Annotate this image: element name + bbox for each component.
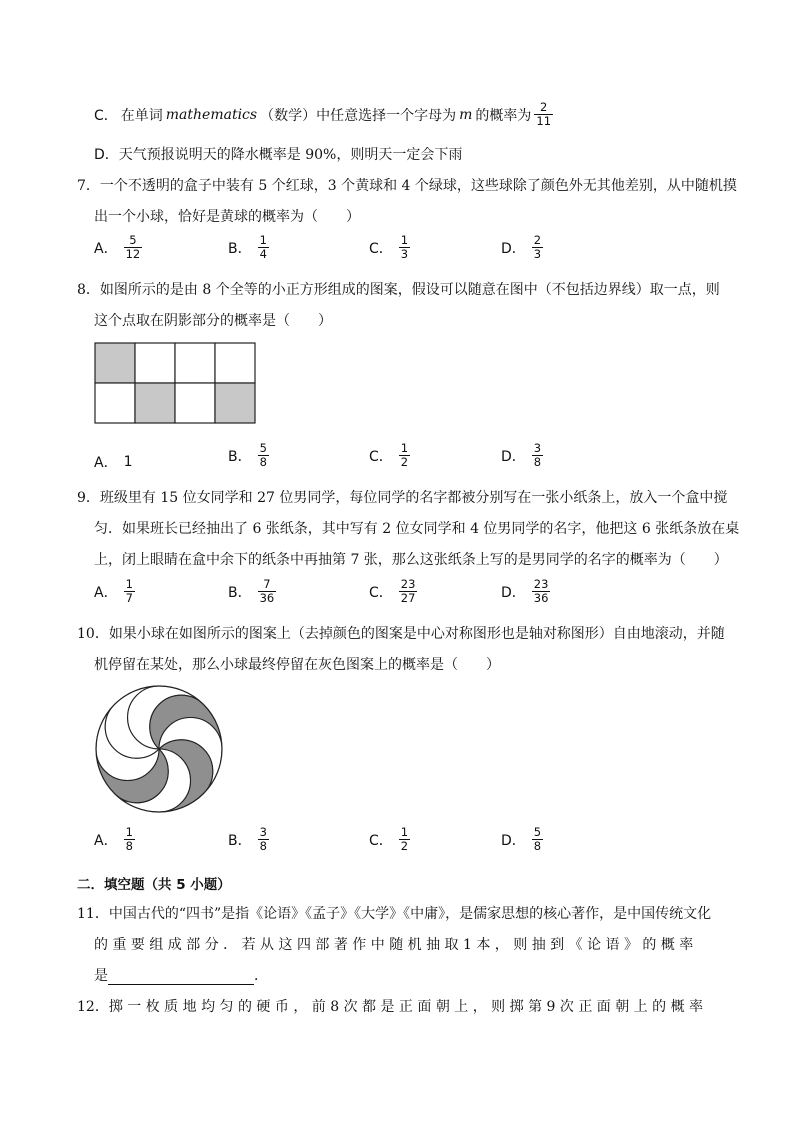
fraction-denominator: 4 [259, 247, 267, 262]
fraction-numerator: 5 [259, 441, 267, 455]
q11-stem-line1: 11．中国古代的“四书”是指《论语》《孟子》《大学》《中庸》，是儒家思想的核心著作，是中国传统文化 [77, 906, 712, 922]
option-value: 1 [123, 454, 133, 470]
option-label: D． [501, 448, 526, 465]
option-label: A． [94, 240, 118, 257]
q6-option-d-text: 天气预报说明天的降水概率是 90%，则明天一定会下雨 [118, 147, 463, 163]
option-label: D． [501, 584, 526, 601]
fraction-denominator: 36 [533, 591, 549, 606]
fraction-denominator: 36 [259, 591, 275, 606]
option-fraction [258, 826, 269, 853]
q7-option-a[interactable] [94, 234, 142, 261]
q10-option-b[interactable] [228, 826, 269, 853]
fraction-numerator: 1 [259, 233, 267, 247]
fraction-denominator: 8 [259, 839, 267, 854]
q11-answer-blank[interactable] [108, 970, 254, 985]
q7-stem-line1: 7．一个不透明的盒子中装有 5 个红球，3 个黄球和 4 个绿球，这些球除了颜色外无其他差别，从中随机摸 [77, 178, 737, 194]
fraction-numerator: 7 [258, 578, 277, 592]
option-fraction [124, 234, 143, 261]
fraction-numerator: 23 [400, 577, 416, 591]
option-label: B． [228, 584, 252, 601]
option-fraction [258, 442, 269, 469]
fraction-numerator: 1 [400, 825, 409, 839]
fraction-denominator: 8 [259, 455, 267, 470]
q8-grid-figure [94, 342, 258, 426]
option-fraction [124, 826, 135, 853]
option-fraction [532, 442, 543, 469]
option-fraction [532, 826, 543, 853]
q8-stem-line1: 8．如图所示的是由 8 个全等的小正方形组成的图案，假设可以随意在图中（不包括边界线）取一点，则 [77, 282, 720, 298]
option-label: D． [501, 832, 526, 849]
section-heading-fill-in: 二．填空题（共 5 小题） [77, 877, 231, 893]
q9-stem-line2: 匀．如果班长已经抽出了 6 张纸条，其中写有 2 位女同学和 4 位男同学的名字，他把这 6 张纸条放在桌 [94, 521, 740, 537]
option-label: A． [94, 455, 118, 471]
blank-square [175, 343, 215, 383]
q9-option-d[interactable] [501, 578, 550, 605]
q10-option-a[interactable] [94, 826, 135, 853]
q11-line3-pre: 是 [94, 968, 108, 984]
option-fraction [399, 578, 418, 605]
blank-square [135, 343, 175, 383]
q9-option-b[interactable] [228, 578, 276, 605]
option-label: B． [228, 240, 252, 257]
shaded-square [135, 383, 175, 423]
fraction-numerator: 5 [124, 234, 143, 248]
q8-option-d[interactable] [501, 442, 543, 469]
q7-option-c[interactable] [369, 234, 410, 261]
q11-stem-line3 [94, 965, 268, 985]
option-label: D． [501, 240, 526, 257]
fraction-numerator: 3 [259, 825, 267, 839]
option-label: A． [94, 584, 118, 601]
fraction-denominator: 3 [533, 247, 542, 262]
blank-square [95, 383, 135, 423]
fraction-denominator: 8 [533, 839, 542, 854]
option-label: C． [369, 584, 393, 601]
q10-stem-line2: 机停留在某处，那么小球最终停留在灰色图案上的概率是（ ） [94, 657, 500, 673]
option-fraction [399, 234, 410, 261]
q10-stem-line1: 10．如果小球在如图所示的图案上（去掉颜色的图案是中心对称图形也是轴对称图形）自由地滚动，并随 [77, 626, 725, 642]
option-fraction [124, 578, 135, 605]
q9-option-a[interactable] [94, 578, 135, 605]
fraction-numerator: 2 [533, 233, 542, 247]
fraction-denominator: 8 [533, 455, 542, 470]
q8-stem-line2: 这个点取在阴影部分的概率是（ ） [94, 313, 332, 329]
shaded-square [215, 383, 255, 423]
q10-circle-figure [92, 684, 226, 814]
q8-option-b[interactable] [228, 442, 269, 469]
fraction-denominator: 12 [125, 247, 141, 262]
option-label: B． [228, 448, 252, 465]
q6-option-c-var: m [459, 106, 473, 123]
fraction-denominator: 2 [400, 455, 409, 470]
fraction-denominator: 3 [400, 247, 409, 262]
fraction-numerator: 1 [125, 825, 133, 839]
fraction-numerator: 1 [400, 441, 409, 455]
fraction-denominator: 2 [400, 839, 409, 854]
fraction-numerator: 5 [533, 825, 542, 839]
q7-option-b[interactable] [228, 234, 269, 261]
option-label: A． [94, 832, 118, 849]
q11-stem-line2: 的 重 要 组 成 部 分 ． 若 从 这 四 部 著 作 中 随 机 抽 取 1 本 ， 则 抽 到 《 论 语 》 的 概 率 [94, 937, 694, 953]
q6-option-c-mid: （数学）中任意选择一个字母为 [260, 107, 457, 124]
option-fraction [399, 442, 410, 469]
fraction-numerator: 1 [400, 233, 409, 247]
q7-option-d[interactable] [501, 234, 543, 261]
option-label: C． [369, 448, 393, 465]
option-fraction [532, 234, 543, 261]
fraction-numerator: 1 [125, 577, 133, 591]
q8-option-a[interactable] [94, 452, 133, 472]
q11-line3-post: ． [254, 968, 268, 984]
fraction-numerator: 2 [534, 101, 553, 115]
q6-option-c-label: C． [94, 107, 118, 124]
q12-stem-line1: 12．掷 一 枚 质 地 均 匀 的 硬 币 ， 前 8 次 都 是 正 面 朝 上 ， 则 掷 第 9 次 正 面 朝 上 的 概 率 [77, 999, 704, 1015]
q9-option-c[interactable] [369, 578, 417, 605]
q6-option-d-label: D． [94, 147, 119, 163]
q6-option-c-word: mathematics [165, 106, 258, 123]
option-label: C． [369, 240, 393, 257]
q9-stem-line1: 9．班级里有 15 位女同学和 27 位男同学，每位同学的名字都被分别写在一张小纸条上，放入一个盒中搅 [77, 490, 728, 506]
fraction-denominator: 7 [125, 591, 133, 606]
q8-option-c[interactable] [369, 442, 410, 469]
fraction-denominator: 27 [400, 591, 416, 606]
q10-option-d[interactable] [501, 826, 543, 853]
q10-option-c[interactable] [369, 826, 410, 853]
option-fraction [532, 578, 551, 605]
fraction-denominator: 11 [536, 114, 552, 129]
option-fraction [258, 578, 277, 605]
option-label: C． [369, 832, 393, 849]
fraction-numerator: 3 [533, 441, 542, 455]
shaded-square [95, 343, 135, 383]
q6-option-c [94, 101, 553, 128]
q6-option-c-fraction [534, 101, 553, 128]
q6-option-c-post: 的概率为 [475, 107, 532, 124]
q6-option-c-pre: 在单词 [120, 107, 163, 124]
q7-stem-line2: 出一个小球，恰好是黄球的概率为（ ） [94, 209, 360, 225]
blank-square [175, 383, 215, 423]
q9-stem-line3: 上，闭上眼睛在盒中余下的纸条中再抽第 7 张，那么这张纸条上写的是男同学的名字的概率为（ ） [94, 552, 728, 568]
fraction-numerator: 23 [533, 577, 549, 591]
option-fraction [399, 826, 410, 853]
blank-square [215, 343, 255, 383]
option-label: B． [228, 832, 252, 849]
fraction-denominator: 8 [125, 839, 133, 854]
q6-option-d [94, 144, 462, 164]
option-fraction [258, 234, 269, 261]
